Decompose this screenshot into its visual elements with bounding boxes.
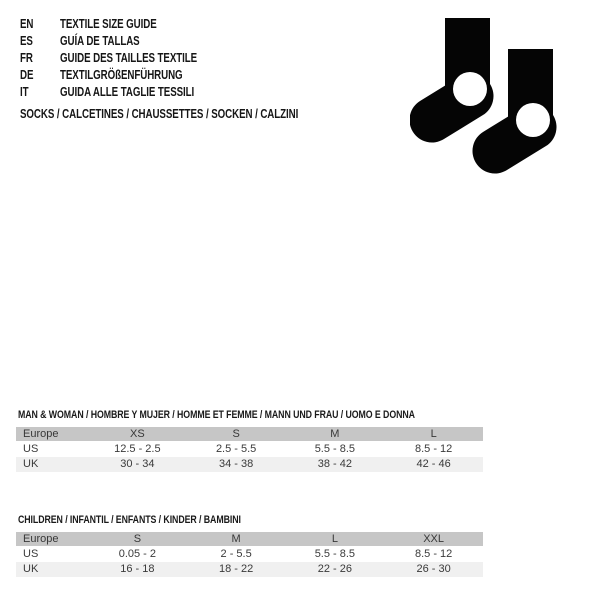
language-label: TEXTILE SIZE GUIDE	[60, 17, 157, 31]
table-header-row	[16, 532, 483, 547]
size-value: 38 - 42	[317, 458, 352, 470]
size-value: 18 - 22	[219, 563, 254, 575]
size-value: 16 - 18	[120, 563, 155, 575]
man-woman-table-title: MAN & WOMAN / HOMBRE Y MUJER / HOMME ET FEMME / MANN UND FRAU / UOMO E DONNA	[18, 409, 415, 421]
column-header-l: L	[430, 428, 437, 440]
size-value: 2.5 - 5.5	[215, 443, 257, 455]
size-value: 30 - 34	[120, 458, 155, 470]
table-row-us	[16, 442, 483, 457]
language-label: TEXTILGRÖßENFÜHRUNG	[60, 68, 183, 82]
children-size-section	[16, 514, 483, 577]
socks-icon	[410, 18, 560, 176]
category-heading: SOCKS / CALCETINES / CHAUSSETTES / SOCKEN / CALZINI	[20, 107, 299, 121]
region-label: UK	[23, 458, 39, 470]
column-header-s: S	[232, 428, 240, 440]
table-header-row	[16, 427, 483, 442]
language-code: EN	[20, 17, 34, 31]
language-code: FR	[20, 51, 33, 65]
language-row-it	[20, 84, 236, 101]
language-label: GUIDA ALLE TAGLIE TESSILI	[60, 85, 195, 99]
language-code: DE	[20, 68, 34, 82]
size-value: 22 - 26	[317, 563, 352, 575]
size-value: 42 - 46	[416, 458, 451, 470]
language-code: IT	[20, 85, 29, 99]
size-value: 0.05 - 2	[118, 548, 157, 560]
sock-front	[495, 49, 553, 151]
size-value: 2 - 5.5	[220, 548, 252, 560]
language-row-es	[20, 33, 236, 50]
size-value: 34 - 38	[219, 458, 254, 470]
region-label: UK	[23, 563, 39, 575]
column-header-m: M	[231, 533, 241, 545]
column-header-s: S	[133, 533, 142, 545]
table-row-us	[16, 547, 483, 562]
language-code: ES	[20, 34, 33, 48]
region-label: US	[23, 443, 39, 455]
language-row-en	[20, 16, 236, 33]
children-size-table	[16, 532, 483, 577]
language-row-de	[20, 67, 236, 84]
column-header-xs: XS	[130, 428, 145, 440]
size-value: 8.5 - 12	[414, 548, 453, 560]
size-value: 8.5 - 12	[414, 443, 453, 455]
language-row-fr	[20, 50, 236, 67]
man-woman-size-section	[16, 409, 483, 472]
size-value: 5.5 - 8.5	[314, 443, 356, 455]
column-header-m: M	[330, 428, 340, 440]
man-woman-size-table	[16, 427, 483, 472]
size-value: 26 - 30	[416, 563, 451, 575]
language-label: GUIDE DES TAILLES TEXTILE	[60, 51, 198, 65]
table-row-uk	[16, 457, 483, 472]
children-table-title: CHILDREN / INFANTIL / ENFANTS / KINDER / BAMBINI	[18, 514, 241, 526]
region-label: US	[23, 548, 39, 560]
table-row-uk	[16, 562, 483, 577]
column-header-region: Europe	[23, 428, 59, 440]
column-header-xxl: XXL	[423, 533, 445, 545]
sock-back	[432, 18, 490, 120]
size-value: 5.5 - 8.5	[314, 548, 356, 560]
language-label: GUÍA DE TALLAS	[60, 34, 140, 48]
column-header-l: L	[331, 533, 338, 545]
column-header-region: Europe	[23, 533, 59, 545]
language-guide-list	[20, 16, 236, 101]
size-value: 12.5 - 2.5	[114, 443, 161, 455]
